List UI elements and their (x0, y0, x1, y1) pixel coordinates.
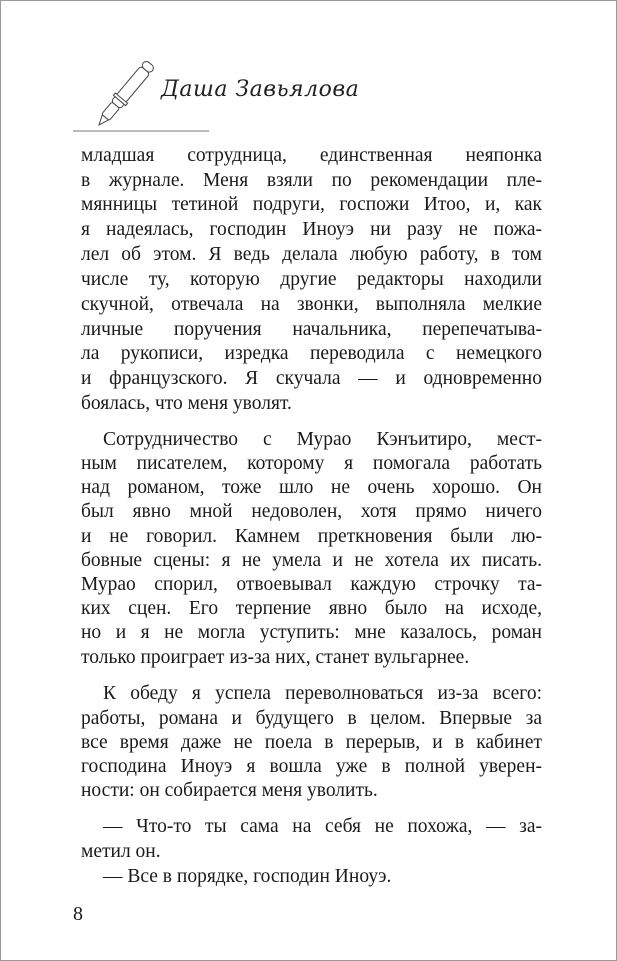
text-line: и французского. Я скучала — и одновременно (81, 368, 542, 389)
text-line: я надеялась, господин Иноуэ ни разу не пожа- (81, 219, 542, 240)
text-line: ких сцен. Его терпение явно было на исходе, (81, 598, 542, 619)
text-line: — Все в порядке, господин Иноуэ. (103, 866, 392, 887)
text-line: Мурао спорил, отвоевывал каждую строчку та- (81, 574, 542, 595)
page-number: 8 (73, 903, 83, 925)
text-line: все время даже не поела в перерыв, и в кабинет (81, 732, 542, 753)
text-line: господина Иноуэ я вошла уже в полной уверен- (81, 756, 542, 777)
text-line: боялась, что меня уволят. (81, 393, 292, 414)
text-line: бовные сцены: я не умела и не хотела их писать. (81, 550, 542, 571)
text-line: скучной, отвечала на звонки, выполняла мелкие (81, 294, 542, 315)
text-line: лел об этом. Я ведь делала любую работу, в том (81, 244, 542, 265)
text-line: только проиграет из-за них, станет вульгарнее. (81, 647, 470, 668)
text-line: — Что-то ты сама на себя не похожа, — за- (103, 816, 542, 837)
text-line: над романом, тоже шло не очень хорошо. Он (81, 477, 542, 498)
text-line: но и я не могла уступить: мне казалось, роман (81, 622, 542, 643)
text-line: К обеду я успела переволноваться из-за всего: (103, 683, 542, 704)
text-line: в журнале. Меня взяли по рекомендации пле- (81, 170, 542, 191)
text-line: мянницы тетиной подруги, госпожи Итоо, и, как (81, 194, 542, 215)
text-line: Сотрудничество с Мурао Кэнъитиро, мест- (103, 429, 542, 450)
text-line: и не говорил. Камнем преткновения были лю- (81, 526, 542, 547)
text-line: ным писателем, которому я помогала работать (81, 453, 542, 474)
text-line: был явно мной недоволен, хотя прямо ничего (81, 501, 542, 522)
text-line: метил он. (81, 841, 161, 862)
text-line: числе ту, которую другие редакторы находили (81, 269, 542, 290)
text-line: работы, романа и будущего в целом. Впервые за (81, 708, 542, 729)
text-line: ности: он собирается меня уволить. (81, 780, 378, 801)
author-name-logo: Даша Завьялова (161, 77, 360, 102)
text-line: личные поручения начальника, перепечатыва- (81, 319, 542, 340)
text-line: младшая сотрудница, единственная неяпонка (81, 145, 542, 166)
text-line: ла рукописи, изредка переводила с немецкого (81, 343, 542, 364)
